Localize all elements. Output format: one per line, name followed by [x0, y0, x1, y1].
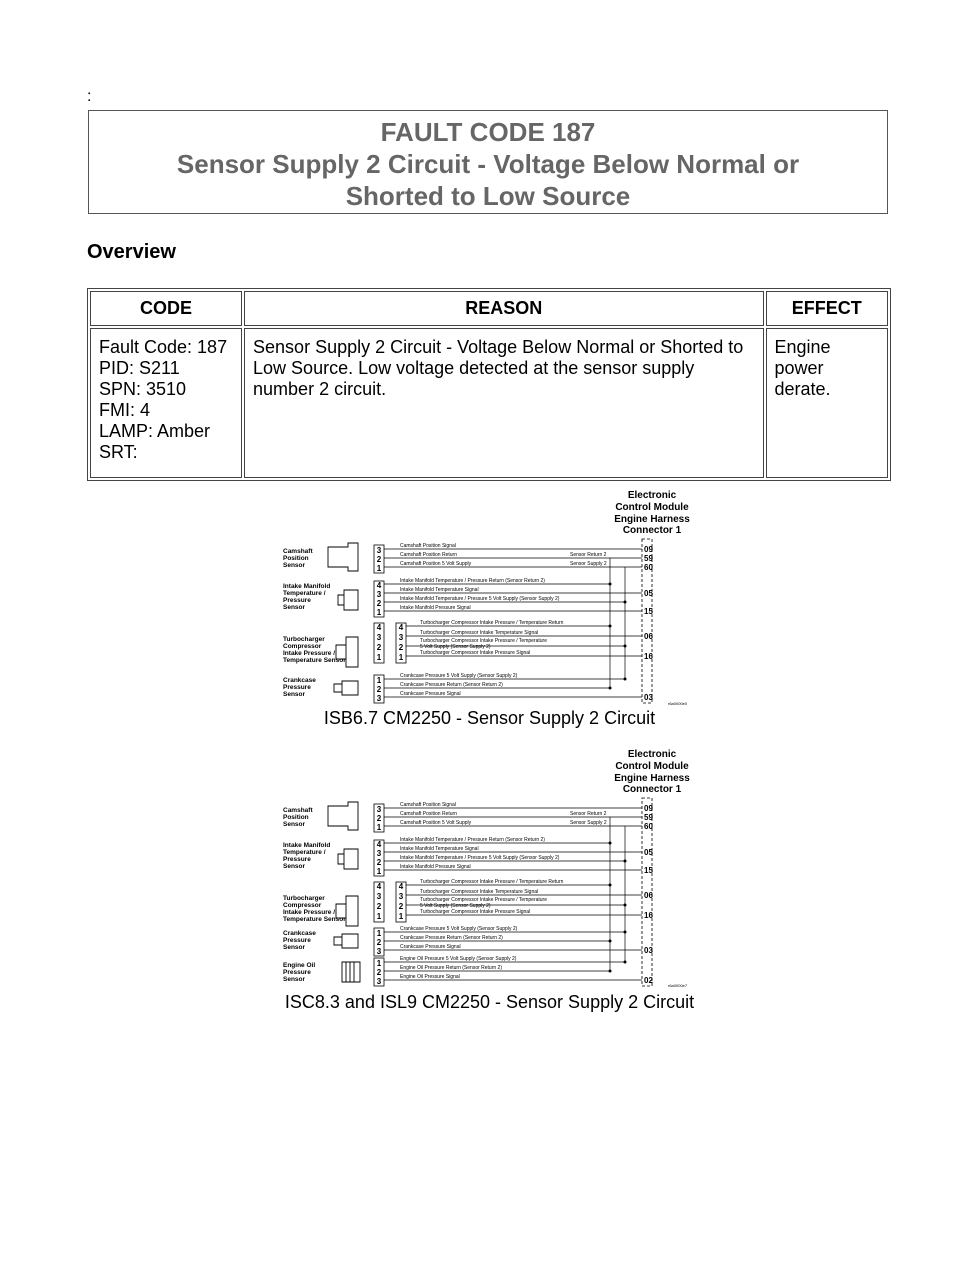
oil-pressure-sensor-icon: [342, 962, 360, 982]
ecm-label: Engine Harness: [614, 773, 690, 784]
sensor-label: Pressure: [283, 597, 311, 604]
svg-text:3: 3: [398, 892, 404, 901]
sensor-label: Camshaft: [283, 548, 313, 555]
pin-number: 15: [644, 607, 653, 616]
svg-text:4: 4: [376, 623, 382, 632]
code-line: FMI: 4: [99, 400, 151, 420]
sensor-label: Pressure: [283, 856, 311, 863]
wire-label: Intake Manifold Temperature Signal: [400, 587, 479, 593]
svg-text:3: 3: [376, 947, 382, 956]
sensor-label: Compressor: [283, 643, 322, 650]
code-line: SRT:: [99, 442, 138, 462]
reason-cell: Sensor Supply 2 Circuit - Voltage Below Normal or Shorted to Low Source. Low voltage detected at the sensor supply number 2 circuit.: [244, 328, 763, 478]
section-heading-overview: Overview: [87, 241, 176, 263]
svg-text:3: 3: [376, 694, 382, 703]
svg-text:1: 1: [376, 912, 382, 921]
svg-text:4: 4: [376, 581, 382, 590]
svg-text:4: 4: [376, 840, 382, 849]
camshaft-sensor-icon: [328, 802, 358, 830]
pin-number: 16: [644, 652, 653, 661]
sensor-label: Sensor: [283, 691, 306, 698]
wire-label: Camshaft Position Signal: [400, 802, 456, 808]
ecm-label: Control Module: [615, 761, 689, 772]
svg-text:4: 4: [398, 623, 404, 632]
ecm-label: Engine Harness: [614, 514, 690, 525]
svg-text:4: 4: [398, 882, 404, 891]
sensor-label: Sensor: [283, 562, 306, 569]
svg-text:2: 2: [376, 643, 382, 652]
sensor-label: Pressure: [283, 684, 311, 691]
code-line: LAMP: Amber: [99, 421, 211, 441]
sensor-label: Camshaft: [283, 807, 313, 814]
wire-label: Camshaft Position Return: [400, 811, 457, 817]
table-row: [90, 328, 888, 478]
wire-label: Crankcase Pressure Signal: [400, 691, 461, 697]
code-line: SPN: 3510: [99, 379, 187, 399]
svg-text:1: 1: [376, 867, 382, 876]
pin-number: 60: [644, 822, 653, 831]
code-cell: [90, 328, 242, 478]
sensor-label: Sensor: [283, 944, 306, 951]
pin-number: 15: [644, 866, 653, 875]
ecm-label: Connector 1: [622, 784, 682, 795]
pin-number: 59: [644, 813, 653, 822]
wire-label: Intake Manifold Temperature / Pressure Return (Sensor Return 2): [400, 578, 545, 584]
wire-label: Intake Manifold Pressure Signal: [400, 864, 471, 870]
wire-label: Intake Manifold Pressure Signal: [400, 605, 471, 611]
camshaft-sensor-icon: [328, 543, 358, 571]
ecm-label: Control Module: [615, 502, 689, 513]
wire-label: Sensor Supply 2: [570, 561, 607, 567]
sensor-label: Pressure: [283, 937, 311, 944]
sensor-label: Sensor: [283, 821, 306, 828]
sensor-label: Sensor: [283, 604, 306, 611]
wire-label: Intake Manifold Temperature Signal: [400, 846, 479, 852]
sensor-label: Turbocharger: [283, 636, 325, 643]
wire-label: Turbocharger Compressor Intake Pressure / Temperature: [420, 897, 547, 903]
wire-label: Sensor Supply 2: [570, 820, 607, 826]
sensor-label: Intake Pressure /: [283, 650, 336, 657]
wire-label: 5 Volt Supply (Sensor Supply 2): [420, 903, 491, 909]
header-code: CODE: [90, 291, 242, 326]
code-line: Fault Code: 187: [99, 337, 228, 357]
svg-text:2: 2: [376, 858, 382, 867]
wire-label: Turbocharger Compressor Intake Pressure / Temperature Return: [420, 879, 564, 885]
svg-text:2: 2: [376, 599, 382, 608]
sensor-label: Temperature Sensor: [283, 657, 346, 664]
sensor-label: Intake Pressure /: [283, 909, 336, 916]
wire-label: Turbocharger Compressor Intake Pressure / Temperature Return: [420, 620, 564, 626]
svg-text:3: 3: [376, 633, 382, 642]
sensor-label: Compressor: [283, 902, 322, 909]
wiring-diagram-2: [280, 746, 700, 990]
ecm-label: Electronic: [627, 749, 677, 760]
sensor-label: Position: [283, 814, 309, 821]
intake-manifold-sensor-icon: [338, 849, 358, 869]
svg-text:3: 3: [376, 849, 382, 858]
wire-label: Camshaft Position Signal: [400, 543, 456, 549]
wire-label: Camshaft Position 5 Volt Supply: [400, 561, 472, 567]
wire-label: Turbocharger Compressor Intake Pressure / Temperature: [420, 638, 547, 644]
wiring-diagram-1: [280, 487, 700, 709]
svg-text:1: 1: [376, 929, 382, 938]
wire-label: Intake Manifold Temperature / Pressure Return (Sensor Return 2): [400, 837, 545, 843]
pin-number: 05: [644, 589, 653, 598]
sensor-label: Turbocharger: [283, 895, 325, 902]
fault-description-line1: Sensor Supply 2 Circuit - Voltage Below Normal or: [176, 149, 800, 179]
svg-text:4: 4: [376, 882, 382, 891]
svg-text:2: 2: [376, 814, 382, 823]
wire-label: Turbocharger Compressor Intake Temperature Signal: [420, 889, 539, 895]
sensor-label: Temperature /: [283, 849, 326, 856]
pin-number: 09: [644, 545, 653, 554]
svg-text:2: 2: [376, 968, 382, 977]
pin-number: 60: [644, 563, 653, 572]
svg-text:3: 3: [376, 546, 382, 555]
svg-text:3: 3: [376, 805, 382, 814]
intake-manifold-sensor-icon: [338, 590, 358, 610]
crankcase-sensor-icon: [334, 681, 358, 695]
svg-text:2: 2: [376, 902, 382, 911]
sensor-label: Sensor: [283, 976, 306, 983]
pin-number: 03: [644, 946, 653, 955]
svg-text:3: 3: [398, 633, 404, 642]
wire-label: Camshaft Position Return: [400, 552, 457, 558]
wire-label: Sensor Return 2: [570, 552, 607, 558]
svg-text:3: 3: [376, 977, 382, 986]
pin-number: 05: [644, 848, 653, 857]
wire-label: Sensor Return 2: [570, 811, 607, 817]
pin-number: 06: [644, 891, 653, 900]
ecm-label: Electronic: [627, 490, 677, 501]
figure1-caption: ISB6.7 CM2250 - Sensor Supply 2 Circuit: [323, 708, 656, 728]
wire-label: Turbocharger Compressor Intake Pressure Signal: [420, 650, 531, 656]
svg-text:2: 2: [398, 643, 404, 652]
pin-number: 06: [644, 632, 653, 641]
pin-number: 02: [644, 976, 653, 985]
page-prefix: :: [87, 88, 92, 105]
code-line: PID: S211: [99, 358, 180, 378]
svg-text:2: 2: [376, 685, 382, 694]
svg-text:1: 1: [398, 912, 404, 921]
table-header-row: [90, 291, 888, 326]
wire-label: Engine Oil Pressure Return (Sensor Return 2): [400, 965, 502, 971]
sensor-label: Position: [283, 555, 309, 562]
wire-label: Crankcase Pressure Return (Sensor Return 2): [400, 682, 503, 688]
svg-text:1: 1: [376, 653, 382, 662]
sensor-label: Crankcase: [283, 677, 316, 684]
ecm-label: Connector 1: [622, 525, 682, 536]
effect-cell: Engine power derate.: [766, 328, 889, 478]
wire-label: Intake Manifold Temperature / Pressure 5 Volt Supply (Sensor Supply 2): [400, 855, 560, 861]
sensor-label: Temperature /: [283, 590, 326, 597]
wire-label: Intake Manifold Temperature / Pressure 5 Volt Supply (Sensor Supply 2): [400, 596, 560, 602]
wire-label: Crankcase Pressure Signal: [400, 944, 461, 950]
wire-label: Engine Oil Pressure 5 Volt Supply (Sensor Supply 2): [400, 956, 517, 962]
figure2-caption: ISC8.3 and ISL9 CM2250 - Sensor Supply 2 Circuit: [284, 992, 695, 1012]
figure-ref: r6a0000e7: [668, 983, 688, 988]
sensor-label: Temperature Sensor: [283, 916, 346, 923]
svg-text:2: 2: [376, 938, 382, 947]
sensor-label: Crankcase: [283, 930, 316, 937]
wire-label: Crankcase Pressure 5 Volt Supply (Sensor Supply 2): [400, 926, 518, 932]
fault-code-title: FAULT CODE 187: [380, 117, 596, 147]
sensor-label: Sensor: [283, 863, 306, 870]
svg-text:1: 1: [376, 676, 382, 685]
wire-label: Crankcase Pressure Return (Sensor Return 2): [400, 935, 503, 941]
wire-label: Camshaft Position 5 Volt Supply: [400, 820, 472, 826]
fault-title-box: [88, 110, 888, 214]
wire-label: Engine Oil Pressure Signal: [400, 974, 460, 980]
sensor-label: Engine Oil: [283, 962, 316, 969]
figure-ref: r6a0000e0: [668, 701, 688, 706]
fault-description-line2: Shorted to Low Source: [345, 181, 631, 211]
svg-text:1: 1: [376, 823, 382, 832]
pin-number: 59: [644, 554, 653, 563]
svg-text:1: 1: [376, 564, 382, 573]
sensor-label: Intake Manifold: [283, 842, 331, 849]
pin-number: 16: [644, 911, 653, 920]
svg-text:1: 1: [398, 653, 404, 662]
sensor-label: Pressure: [283, 969, 311, 976]
wire-label: 5 Volt Supply (Sensor Supply 2): [420, 644, 491, 650]
wire-label: Turbocharger Compressor Intake Temperature Signal: [420, 630, 539, 636]
pin-number: 09: [644, 804, 653, 813]
svg-text:2: 2: [376, 555, 382, 564]
header-effect: EFFECT: [766, 291, 889, 326]
crankcase-sensor-icon: [334, 934, 358, 948]
header-reason: REASON: [244, 291, 763, 326]
svg-text:2: 2: [398, 902, 404, 911]
wire-label: Turbocharger Compressor Intake Pressure Signal: [420, 909, 531, 915]
svg-text:1: 1: [376, 959, 382, 968]
overview-table: [87, 288, 891, 481]
sensor-label: Intake Manifold: [283, 583, 331, 590]
svg-text:3: 3: [376, 590, 382, 599]
svg-text:1: 1: [376, 608, 382, 617]
wire-label: Crankcase Pressure 5 Volt Supply (Sensor Supply 2): [400, 673, 518, 679]
svg-text:3: 3: [376, 892, 382, 901]
pin-number: 03: [644, 693, 653, 702]
